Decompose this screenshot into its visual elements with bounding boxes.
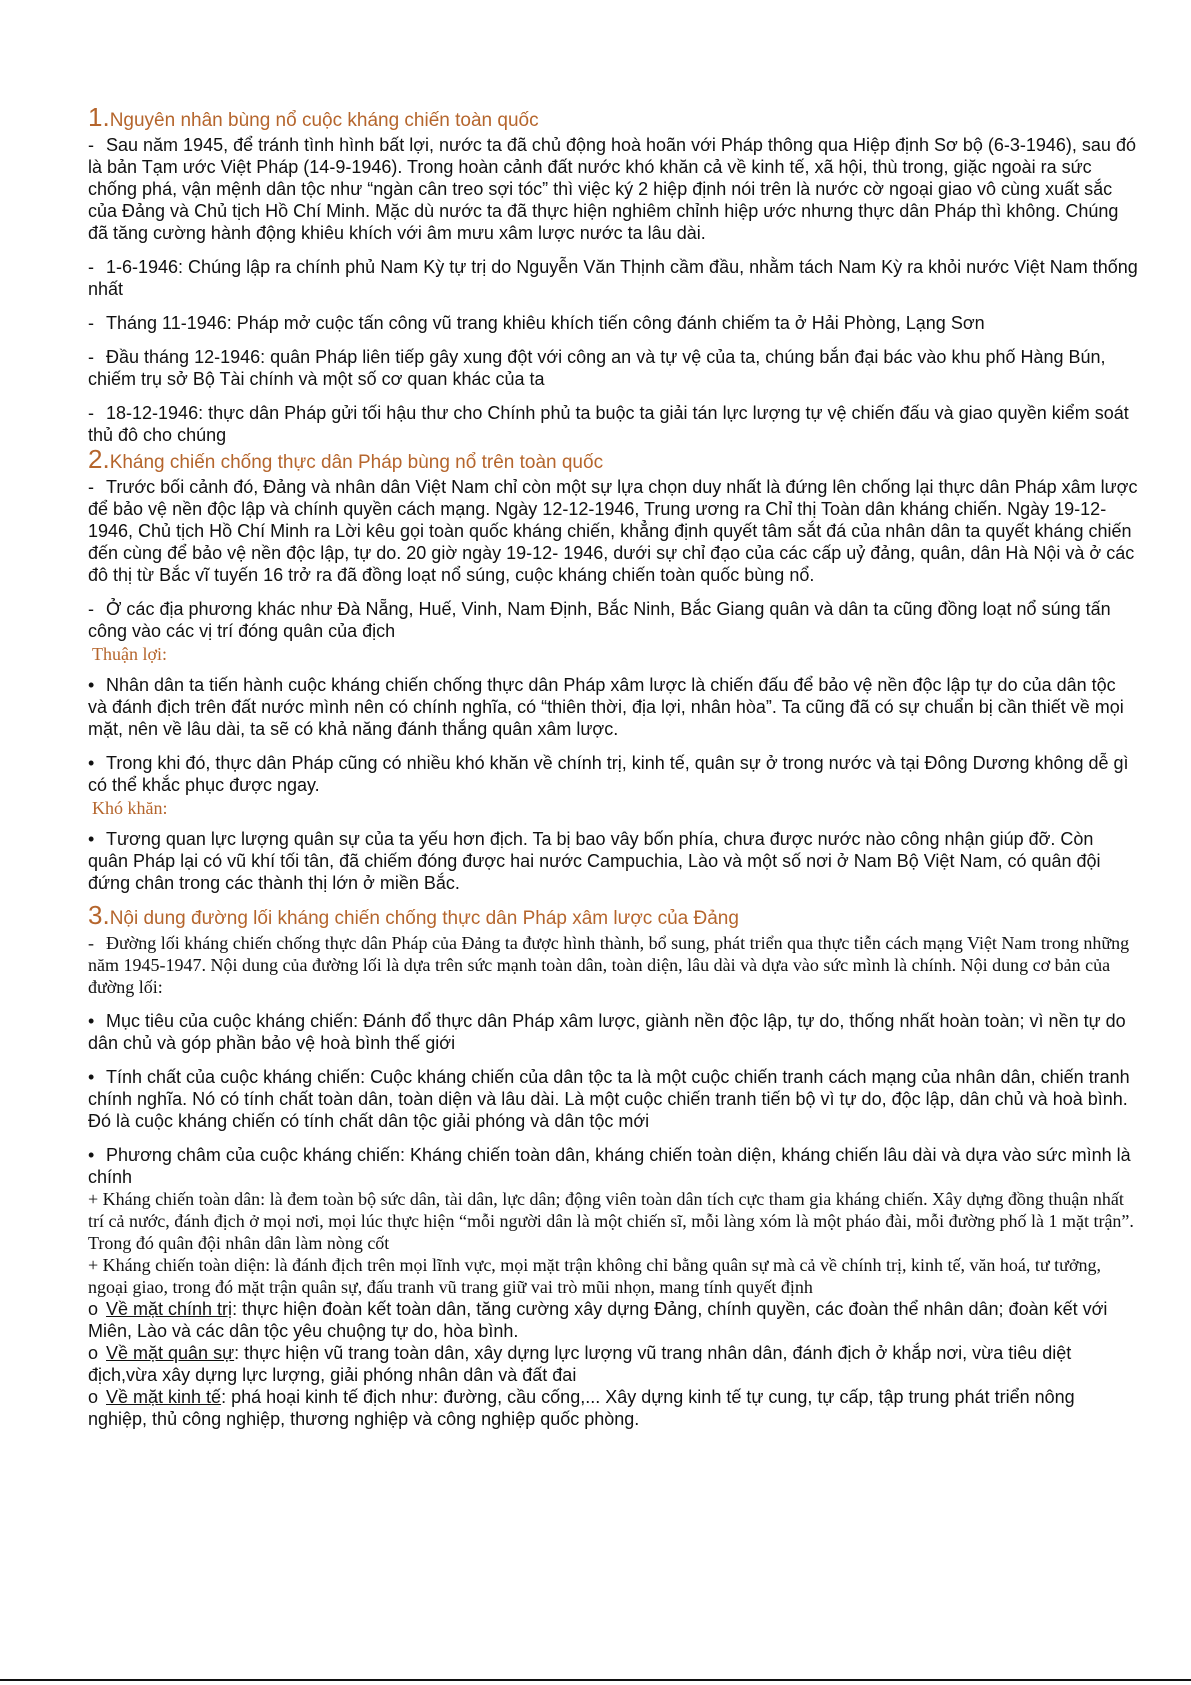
dash-marker: - bbox=[88, 933, 94, 953]
circle-item: o Về mặt chính trị: thực hiện đoàn kết toàn dân, tăng cường xây dựng Đảng, chính quyền, các đoàn thể nhân dân; đoàn kết với Miên, Lào và các dân tộc yêu chuộng tự do, hòa bình. bbox=[88, 1299, 1108, 1341]
paragraph: - 18-12-1946: thực dân Pháp gửi tối hậu thư cho Chính phủ ta buộc ta giải tán lực lượng tự vệ chiến đấu và giao quyền kiểm soát thủ đô cho chúng bbox=[88, 403, 1129, 445]
difficulties-label: Khó khăn: bbox=[92, 798, 168, 818]
circle-item: o Về mặt kinh tế: phá hoại kinh tế địch như: đường, cầu cống,... Xây dựng kinh tế tự cung, tự cấp, tập trung phát triển nông nghiệp, thủ công nghiệp, thương nghiệp và công nghiệp quốc phòng. bbox=[88, 1387, 1075, 1429]
plus-item: + Kháng chiến toàn dân: là đem toàn bộ sức dân, tài dân, lực dân; động viên toàn dân tích cực tham gia kháng chiến. Xây dựng đồng thuận nhất trí cả nước, đánh địch ở mọi nơi, mọi lúc thực hiện “mỗi người dân là một chiến sĩ, mỗi làng xóm là một pháo đài, mỗi đường phố là 1 mặt trận”. Trong đó quân đội nhân dân làm nòng cốt bbox=[88, 1189, 1134, 1253]
bullet-marker: • bbox=[88, 1011, 95, 1031]
bullet-marker: • bbox=[88, 675, 95, 695]
dash-marker: - bbox=[88, 599, 94, 619]
bullet-marker: • bbox=[88, 829, 95, 849]
circle-marker: o bbox=[88, 1343, 99, 1363]
circle-marker: o bbox=[88, 1387, 99, 1407]
section-title: Nguyên nhân bùng nổ cuộc kháng chiến toàn quốc bbox=[109, 110, 539, 131]
bullet-item: • Mục tiêu của cuộc kháng chiến: Đánh đổ thực dân Pháp xâm lược, giành nền độc lập, tự do, thống nhất hoàn toàn; vì nền tự do dân chủ và góp phần bảo vệ hoà bình thế giới bbox=[88, 1011, 1126, 1053]
paragraph: - Tháng 11-1946: Pháp mở cuộc tấn công vũ trang khiêu khích tiến công đánh chiếm ta ở Hải Phòng, Lạng Sơn bbox=[88, 313, 985, 333]
dash-marker: - bbox=[88, 257, 94, 277]
bullet-marker: • bbox=[88, 1145, 95, 1165]
dash-marker: - bbox=[88, 403, 94, 423]
dash-marker: - bbox=[88, 135, 94, 155]
dash-marker: - bbox=[88, 347, 94, 367]
bullet-item: • Phương châm của cuộc kháng chiến: Kháng chiến toàn dân, kháng chiến toàn diện, kháng chiến lâu dài và dựa vào sức mình là chính bbox=[88, 1145, 1131, 1187]
paragraph: - Đầu tháng 12-1946: quân Pháp liên tiếp gây xung đột với công an và tự vệ của ta, chúng bắn đại bác vào khu phố Hàng Bún, chiếm trụ sở Bộ Tài chính và một số cơ quan khác của ta bbox=[88, 347, 1106, 389]
section-1-heading bbox=[88, 104, 1138, 134]
bullet-item: • Tính chất của cuộc kháng chiến: Cuộc kháng chiến của dân tộc ta là một cuộc chiến tranh cách mạng của nhân dân, chiến tranh chính nghĩa. Nó có tính chất toàn dân, toàn diện và lâu dài. Là một cuộc chiến tranh tiến bộ vì tự do, độc lập, dân chủ và hoà bình. Đó là cuộc kháng chiến có tính chất dân tộc giải phóng và dân tộc mới bbox=[88, 1067, 1130, 1131]
circle-item: o Về mặt quân sự: thực hiện vũ trang toàn dân, xây dựng lực lượng vũ trang nhân dân, đánh địch ở khắp nơi, vừa tiêu diệt địch,vừa xây dựng lực lượng, giải phóng nhân dân và đất đai bbox=[88, 1343, 1072, 1385]
section-number: 3. bbox=[88, 900, 110, 930]
bullet-marker: • bbox=[88, 753, 95, 773]
circle-marker: o bbox=[88, 1299, 99, 1319]
paragraph: - Sau năm 1945, để tránh tình hình bất lợi, nước ta đã chủ động hoà hoãn với Pháp thông qua Hiệp định Sơ bộ (6-3-1946), sau đó là bản Tạm ước Việt Pháp (14-9-1946). Trong hoàn cảnh đất nước khó khăn cả về kinh tế, xã hội, thù trong, giặc ngoài ra sức chống phá, vận mệnh dân tộc như “ngàn cân treo sợi tóc” thì việc ký 2 hiệp định nói trên là nước cờ ngoại giao vô cùng xuất sắc của Đảng và Chủ tịch Hồ Chí Minh. Mặc dù nước ta đã thực hiện nghiêm chỉnh hiệp ước nhưng thực dân Pháp thì không. Chúng đã tăng cường hành động khiêu khích với âm mưu xâm lược nước ta lâu dài. bbox=[88, 135, 1136, 243]
bullet-item: • Trong khi đó, thực dân Pháp cũng có nhiều khó khăn về chính trị, kinh tế, quân sự ở trong nước và tại Đông Dương không dễ gì có thể khắc phục được ngay. bbox=[88, 753, 1129, 795]
bullet-item: • Nhân dân ta tiến hành cuộc kháng chiến chống thực dân Pháp xâm lược là chiến đấu để bảo vệ nền độc lập tự do của dân tộc và đánh địch trên đất nước mình nên có chính nghĩa, có “thiên thời, địa lợi, nhân hòa”. Ta cũng đã có sự chuẩn bị cần thiết về mọi mặt, nên về lâu dài, ta sẽ có khả năng đánh thắng quân xâm lược. bbox=[88, 675, 1124, 739]
section-title: Kháng chiến chống thực dân Pháp bùng nổ trên toàn quốc bbox=[109, 452, 604, 473]
advantages-label: Thuận lợi: bbox=[92, 644, 168, 664]
page-bottom-rule bbox=[0, 1679, 1191, 1681]
section-title: Nội dung đường lối kháng chiến chống thực dân Pháp xâm lược của Đảng bbox=[109, 908, 739, 929]
section-number: 1. bbox=[88, 102, 110, 132]
paragraph: - 1-6-1946: Chúng lập ra chính phủ Nam Kỳ tự trị do Nguyễn Văn Thịnh cầm đầu, nhằm tách Nam Kỳ ra khỏi nước Việt Nam thống nhất bbox=[88, 257, 1138, 299]
dash-marker: - bbox=[88, 477, 94, 497]
section-3-heading bbox=[88, 902, 1138, 932]
section-2-heading bbox=[88, 446, 1138, 476]
dash-marker: - bbox=[88, 313, 94, 333]
section-number: 2. bbox=[88, 444, 110, 474]
bullet-marker: • bbox=[88, 1067, 95, 1087]
paragraph: - Ở các địa phương khác như Đà Nẵng, Huế, Vinh, Nam Định, Bắc Ninh, Bắc Giang quân và dân ta cũng đồng loạt nổ súng tấn công vào các vị trí đóng quân của địch bbox=[88, 599, 1111, 641]
document-page bbox=[88, 104, 1138, 1430]
paragraph: - Trước bối cảnh đó, Đảng và nhân dân Việt Nam chỉ còn một sự lựa chọn duy nhất là đứng lên chống lại thực dân Pháp xâm lược để bảo vệ nền độc lập và chính quyền cách mạng. Ngày 12-12-1946, Trung ương ra Chỉ thị Toàn dân kháng chiến. Ngày 19-12-1946, Chủ tịch Hồ Chí Minh ra Lời kêu gọi toàn quốc kháng chiến, khẳng định quyết tâm sắt đá của nhân dân ta quyết kháng chiến đến cùng để bảo vệ nền độc lập, tự do. 20 giờ ngày 19-12- 1946, dưới sự chỉ đạo của các cấp uỷ đảng, quân, dân Hà Nội và ở các đô thị từ Bắc vĩ tuyến 16 trở ra đã đồng loạt nổ súng, cuộc kháng chiến toàn quốc bùng nổ. bbox=[88, 477, 1138, 585]
plus-item: + Kháng chiến toàn diện: là đánh địch trên mọi lĩnh vực, mọi mặt trận không chỉ bằng quân sự mà cả về chính trị, kinh tế, văn hoá, tư tưởng, ngoại giao, trong đó mặt trận quân sự, đấu tranh vũ trang giữ vai trò mũi nhọn, mang tính quyết định bbox=[88, 1255, 1101, 1297]
paragraph: - Đường lối kháng chiến chống thực dân Pháp của Đảng ta được hình thành, bổ sung, phát triển qua thực tiễn cách mạng Việt Nam trong những năm 1945-1947. Nội dung của đường lối là dựa trên sức mạnh toàn dân, toàn diện, lâu dài và dựa vào sức mình là chính. Nội dung cơ bản của đường lối: bbox=[88, 933, 1130, 997]
bullet-item: • Tương quan lực lượng quân sự của ta yếu hơn địch. Ta bị bao vây bốn phía, chưa được nước nào công nhận giúp đỡ. Còn quân Pháp lại có vũ khí tối tân, đã chiếm đóng được hai nước Campuchia, Lào và một số nơi ở Nam Bộ Việt Nam, có quân đội đứng chân trong các thành thị lớn ở miền Bắc. bbox=[88, 829, 1101, 893]
